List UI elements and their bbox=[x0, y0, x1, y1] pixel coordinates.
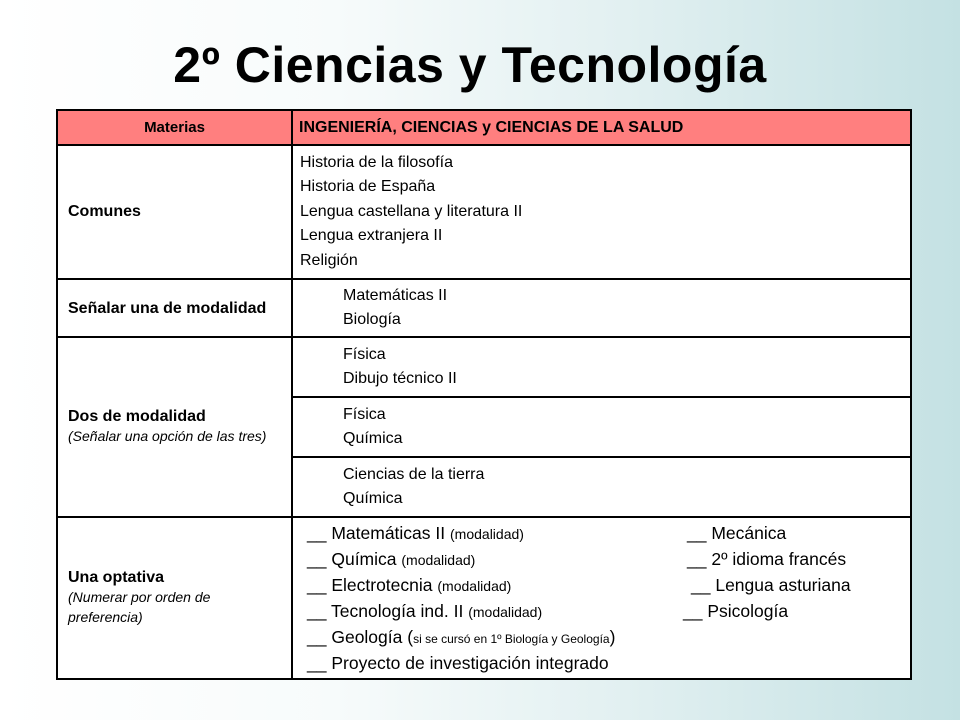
modalidad-option-2 bbox=[292, 397, 911, 457]
page-title: 2º Ciencias y Tecnología bbox=[173, 37, 767, 93]
list-item: Ciencias de la tierra bbox=[343, 465, 485, 483]
dos-modalidad-cell bbox=[57, 337, 292, 517]
list-item: Física bbox=[343, 345, 386, 363]
header-materias: Materias bbox=[57, 110, 292, 145]
modalidad-option-3 bbox=[292, 457, 911, 517]
rank-blank[interactable]: __ bbox=[307, 653, 327, 673]
list-item: Religión bbox=[300, 251, 358, 269]
optativa-list bbox=[292, 517, 911, 679]
rank-blank[interactable]: __ bbox=[687, 523, 707, 543]
optativa-name: 2º idioma francés bbox=[711, 549, 847, 569]
optativa-name: Tecnología ind. II bbox=[331, 601, 464, 621]
rank-blank[interactable]: __ bbox=[307, 627, 327, 647]
optativa-name: Geología bbox=[331, 627, 403, 647]
list-item: Biología bbox=[343, 311, 401, 328]
paren-open: ( bbox=[68, 589, 73, 605]
list-item: Química bbox=[343, 490, 403, 507]
modalidad-option-1 bbox=[292, 337, 911, 397]
optativa-line bbox=[307, 598, 910, 624]
optativa-right-item bbox=[691, 572, 851, 598]
optativa-label: Una optativa bbox=[68, 569, 165, 586]
optativa-name: Mecánica bbox=[711, 523, 787, 543]
rank-blank[interactable]: __ bbox=[683, 601, 703, 621]
header-itinerary: INGENIERÍA, CIENCIAS y CIENCIAS DE LA SALUD bbox=[292, 110, 911, 145]
table-row bbox=[57, 279, 911, 337]
table-row bbox=[57, 145, 911, 279]
list-item: Lengua castellana y literatura II bbox=[300, 202, 523, 220]
optativa-cell bbox=[57, 517, 292, 679]
rank-blank[interactable]: __ bbox=[307, 575, 327, 595]
optativa-right-item bbox=[683, 598, 788, 624]
rank-blank[interactable]: __ bbox=[687, 549, 707, 569]
optativa-line bbox=[307, 650, 910, 676]
una-modalidad-label: Señalar una de modalidad bbox=[57, 279, 292, 337]
list-item: Historia de España bbox=[300, 178, 436, 196]
optativa-name: Proyecto de investigación integrado bbox=[331, 653, 609, 673]
list-item: Dibujo técnico II bbox=[343, 370, 457, 387]
optativa-line bbox=[307, 624, 910, 650]
optativa-name: Química bbox=[331, 549, 397, 569]
dos-modalidad-label: Dos de modalidad bbox=[68, 408, 206, 425]
optativa-qualifier: (modalidad) bbox=[401, 552, 476, 568]
optativa-name: Electrotecnia bbox=[331, 575, 433, 595]
table-row bbox=[57, 517, 911, 679]
list-item: Matemáticas II bbox=[343, 286, 448, 304]
rank-blank[interactable]: __ bbox=[307, 601, 327, 621]
paren-open: ( bbox=[407, 627, 414, 647]
list-item: Química bbox=[343, 430, 403, 447]
optativa-line bbox=[307, 546, 910, 572]
paren-close: ) bbox=[609, 627, 616, 647]
list-item: Física bbox=[343, 405, 386, 423]
optativa-qualifier: (modalidad) bbox=[450, 526, 524, 542]
list-item: Lengua extranjera II bbox=[300, 227, 443, 245]
table-header-row bbox=[57, 110, 911, 145]
una-modalidad-list bbox=[292, 279, 911, 337]
table-row bbox=[57, 337, 911, 397]
rank-blank[interactable]: __ bbox=[307, 549, 327, 569]
optativa-name: Matemáticas II bbox=[331, 523, 446, 543]
paren-close: ) bbox=[138, 609, 143, 625]
comunes-label: Comunes bbox=[57, 145, 292, 279]
optativa-note-text: Numerar por orden de preferencia bbox=[68, 589, 211, 625]
comunes-list bbox=[292, 145, 911, 279]
rank-blank[interactable]: __ bbox=[691, 575, 711, 595]
optativa-qualifier: (modalidad) bbox=[437, 578, 512, 594]
optativa-line bbox=[307, 572, 910, 598]
rank-blank[interactable]: __ bbox=[307, 523, 327, 543]
optativa-right-item bbox=[687, 520, 786, 546]
optativa-note bbox=[68, 587, 283, 627]
list-item: Historia de la filosofía bbox=[300, 153, 453, 171]
optativa-line bbox=[307, 520, 910, 546]
optativa-right-item bbox=[687, 546, 846, 572]
dos-modalidad-note: (Señalar una opción de las tres) bbox=[68, 428, 267, 444]
optativa-qualifier: si se cursó en 1º Biología y Geología bbox=[413, 632, 610, 646]
optativa-name: Lengua asturiana bbox=[715, 575, 851, 595]
optativa-qualifier: (modalidad) bbox=[468, 604, 543, 620]
subjects-table bbox=[56, 109, 912, 680]
optativa-name: Psicología bbox=[707, 601, 789, 621]
